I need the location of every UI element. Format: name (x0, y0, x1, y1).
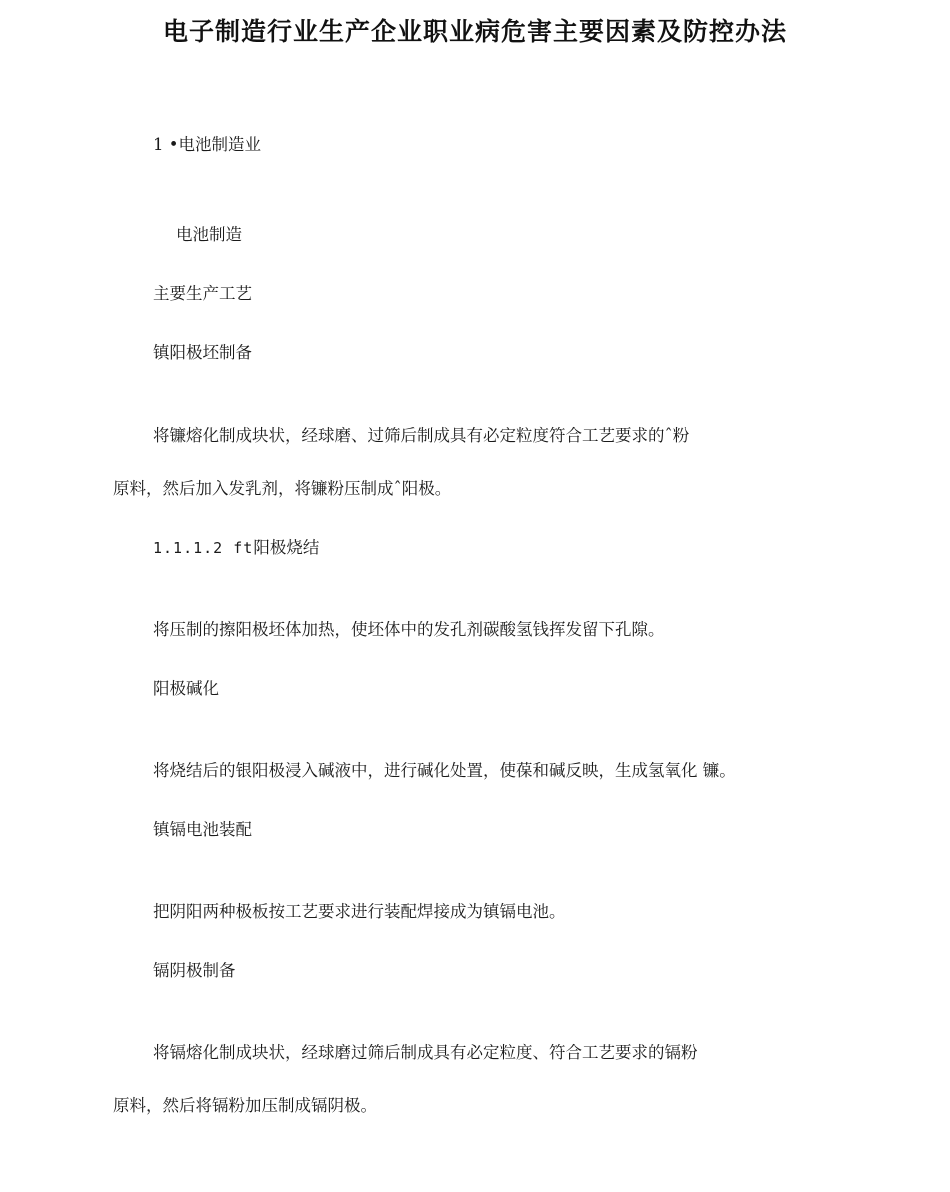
section-number: 1 (153, 135, 164, 154)
heading-battery-assembly: 镇镉电池装配 (153, 820, 252, 839)
paragraph-anode-sintering: 将压制的擦阳极坯体加热，使坯体中的发孔剂碳酸氢钱挥发留下孔隙。 (153, 620, 665, 639)
paragraph-anode-preparation-line-1: 将镰熔化制成块状，经球磨、过筛后制成具有必定粒度符合工艺要求的ˆ粉 (153, 426, 690, 445)
heading-cathode-preparation: 镉阴极制备 (153, 961, 236, 980)
heading-anode-alkalization: 阳极碱化 (153, 679, 219, 698)
heading-anode-preparation: 镇阳极坯制备 (153, 343, 252, 362)
heading-number: 1.1.1.2 ft (153, 539, 254, 557)
section-heading-battery-manufacturing (153, 134, 261, 156)
paragraph-anode-alkalization: 将烧结后的银阳极浸入碱液中，进行碱化处置，使葆和碱反映，生成氢氧化 镰。 (153, 761, 736, 780)
paragraph-cathode-preparation-line-1: 将镉熔化制成块状，经球磨过筛后制成具有必定粒度、符合工艺要求的镉粉 (153, 1043, 698, 1062)
heading-label: 阳极烧结 (253, 538, 320, 557)
heading-main-process: 主要生产工艺 (153, 284, 252, 303)
paragraph-battery-assembly: 把阴阳两种极板按工艺要求进行装配焊接成为镇镉电池。 (153, 902, 566, 921)
paragraph-cathode-preparation-line-2: 原料，然后将镉粉加压制成镉阴极。 (113, 1096, 377, 1115)
heading-anode-sintering (153, 537, 319, 559)
paragraph-anode-preparation-line-2: 原料，然后加入发乳剂，将镰粉压制成ˆ阳极。 (113, 479, 452, 498)
section-label: •电池制造业 (168, 135, 261, 154)
subsection-heading: 电池制造 (176, 225, 242, 244)
document-title: 电子制造行业生产企业职业病危害主要因素及防控办法 (162, 17, 787, 46)
